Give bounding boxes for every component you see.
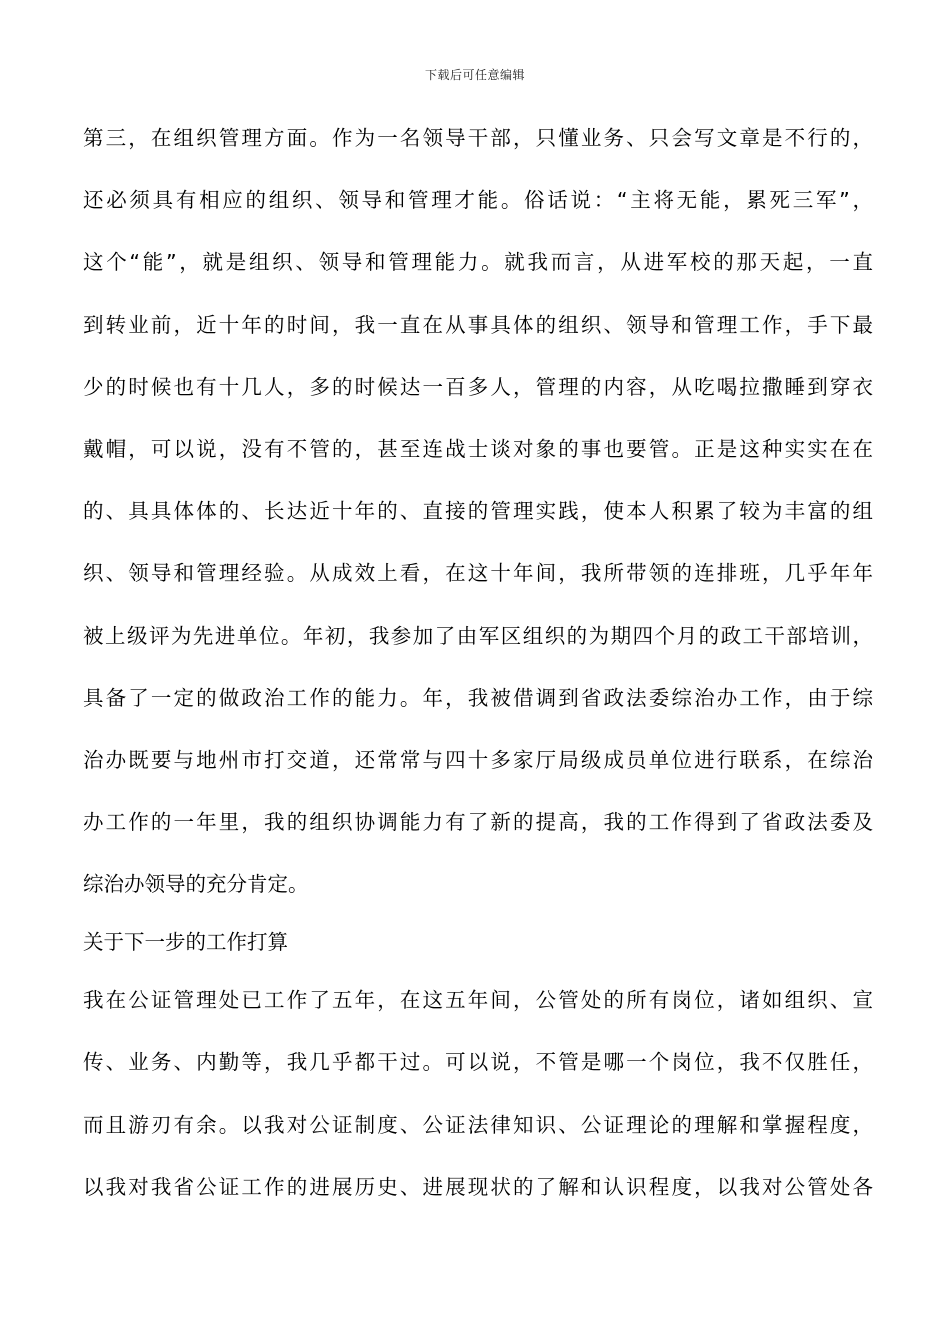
text-line: 被上级评为先进单位。年初，我参加了由军区组织的为期四个月的政工干部培训， <box>83 623 873 648</box>
text-line: 传、业务、内勤等，我几乎都干过。可以说，不管是哪一个岗位，我不仅胜任， <box>83 1050 873 1075</box>
paragraph-next-steps <box>83 980 873 1229</box>
paragraph-organization-management <box>83 118 873 922</box>
text-line: 还必须具有相应的组织、领导和管理才能。俗话说：“主将无能，累死三军”， <box>83 188 873 213</box>
header-note: 下载后可任意编辑 <box>424 68 525 82</box>
text-line: 而且游刃有余。以我对公证制度、公证法律知识、公证理论的理解和掌握程度， <box>83 1112 873 1137</box>
document-body <box>83 118 873 1229</box>
text-line: 戴帽，可以说，没有不管的，甚至连战士谈对象的事也要管。正是这种实实在在 <box>83 436 873 461</box>
text-line: 综治办领导的充分肯定。 <box>83 872 309 897</box>
text-line: 以我对我省公证工作的进展历史、进展现状的了解和认识程度，以我对公管处各 <box>83 1174 873 1199</box>
text-line: 治办既要与地州市打交道，还常常与四十多家厅局级成员单位进行联系，在综治 <box>83 747 873 772</box>
text-line: 织、领导和管理经验。从成效上看，在这十年间，我所带领的连排班，几乎年年 <box>83 561 873 586</box>
text-line: 的、具具体体的、长达近十年的、直接的管理实践，使本人积累了较为丰富的组 <box>83 499 873 524</box>
text-line: 少的时候也有十几人，多的时候达一百多人，管理的内容，从吃喝拉撒睡到穿衣 <box>83 374 873 399</box>
text-line: 到转业前，近十年的时间，我一直在从事具体的组织、领导和管理工作，手下最 <box>83 312 873 337</box>
text-line: 这个“能”，就是组织、领导和管理能力。就我而言，从进军校的那天起，一直 <box>83 250 873 275</box>
text-line: 具备了一定的做政治工作的能力。年，我被借调到省政法委综治办工作，由于综 <box>83 685 873 710</box>
text-line: 办工作的一年里，我的组织协调能力有了新的提高，我的工作得到了省政法委及 <box>83 810 873 835</box>
text-line: 第三，在组织管理方面。作为一名领导干部，只懂业务、只会写文章是不行的， <box>83 126 873 150</box>
text-line: 我在公证管理处已工作了五年，在这五年间，公管处的所有岗位，诸如组织、宣 <box>83 988 873 1013</box>
section-heading: 关于下一步的工作打算 <box>83 930 288 955</box>
